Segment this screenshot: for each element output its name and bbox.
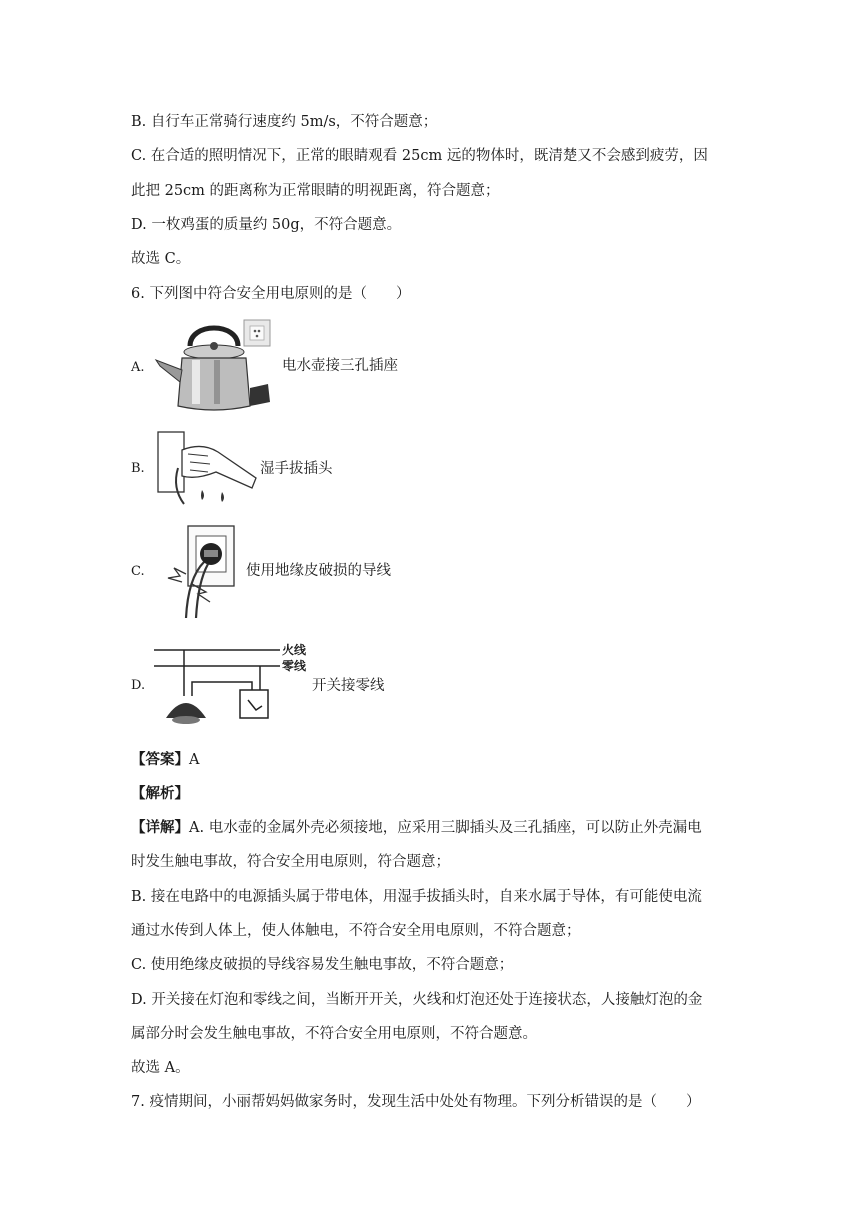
circuit-figure [152,638,282,730]
text-line: 故选 C。 [131,251,191,267]
answer-label: 【答案】 [131,751,189,768]
option-c-caption: 使用地缘皮破损的导线 [246,563,391,579]
detail-text: A. 电水壶的金属外壳必须接地，应采用三脚插头及三孔插座，可以防止外壳漏电 [189,820,702,836]
damaged-wire-figure [152,522,240,620]
kettle-figure [152,318,274,416]
fire-line-label: 火线 [282,643,307,657]
analysis-label: 【解析】 [131,785,189,802]
option-d-letter: D. [131,678,146,693]
detail-line: 故选 A。 [131,1060,190,1076]
text-line: B. 自行车正常骑行速度约 5m/s，不符合题意； [131,114,438,130]
text-line: D. 一枚鸡蛋的质量约 50g，不符合题意。 [131,217,402,233]
detail-line: C. 使用绝缘皮破损的导线容易发生触电事故，不符合题意； [131,957,514,973]
detail-line: 属部分时会发生触电事故，不符合安全用电原则，不符合题意。 [131,1026,537,1042]
text-line: 此把 25cm 的距离称为正常眼睛的明视距离，符合题意； [131,183,500,199]
option-a-caption: 电水壶接三孔插座 [282,358,398,374]
text-line: C. 在合适的照明情况下，正常的眼睛观看 25cm 远的物体时，既清楚又不会感到疲劳，因 [131,148,708,164]
option-c-letter: C. [131,564,145,579]
option-d-caption: 开关接零线 [312,678,385,694]
detail-line: 通过水传到人体上，使人体触电，不符合安全用电原则，不符合题意； [131,923,581,939]
option-b-letter: B. [131,461,145,476]
question-7-stem: 7. 疫情期间，小丽帮妈妈做家务时，发现生活中处处有物理。下列分析错误的是（ ） [131,1094,701,1110]
detail-line: B. 接在电路中的电源插头属于带电体，用湿手拔插头时，自来水属于导体，有可能使电流 [131,889,702,905]
detail-first-line [131,818,702,838]
detail-line: D. 开关接在灯泡和零线之间，当断开开关，火线和灯泡还处于连接状态，人接触灯泡的金 [131,992,703,1008]
detail-label: 【详解】 [131,819,189,836]
zero-line-label: 零线 [282,659,307,673]
option-b-caption: 湿手拔插头 [260,461,333,477]
option-a-letter: A. [131,360,145,375]
detail-line: 时发生触电事故，符合安全用电原则，符合题意； [131,854,450,870]
answer-value: A [189,752,200,768]
question-6-stem: 6. 下列图中符合安全用电原则的是（ ） [131,286,411,302]
answer-line [131,750,199,770]
wet-hand-plug-figure [152,428,260,510]
